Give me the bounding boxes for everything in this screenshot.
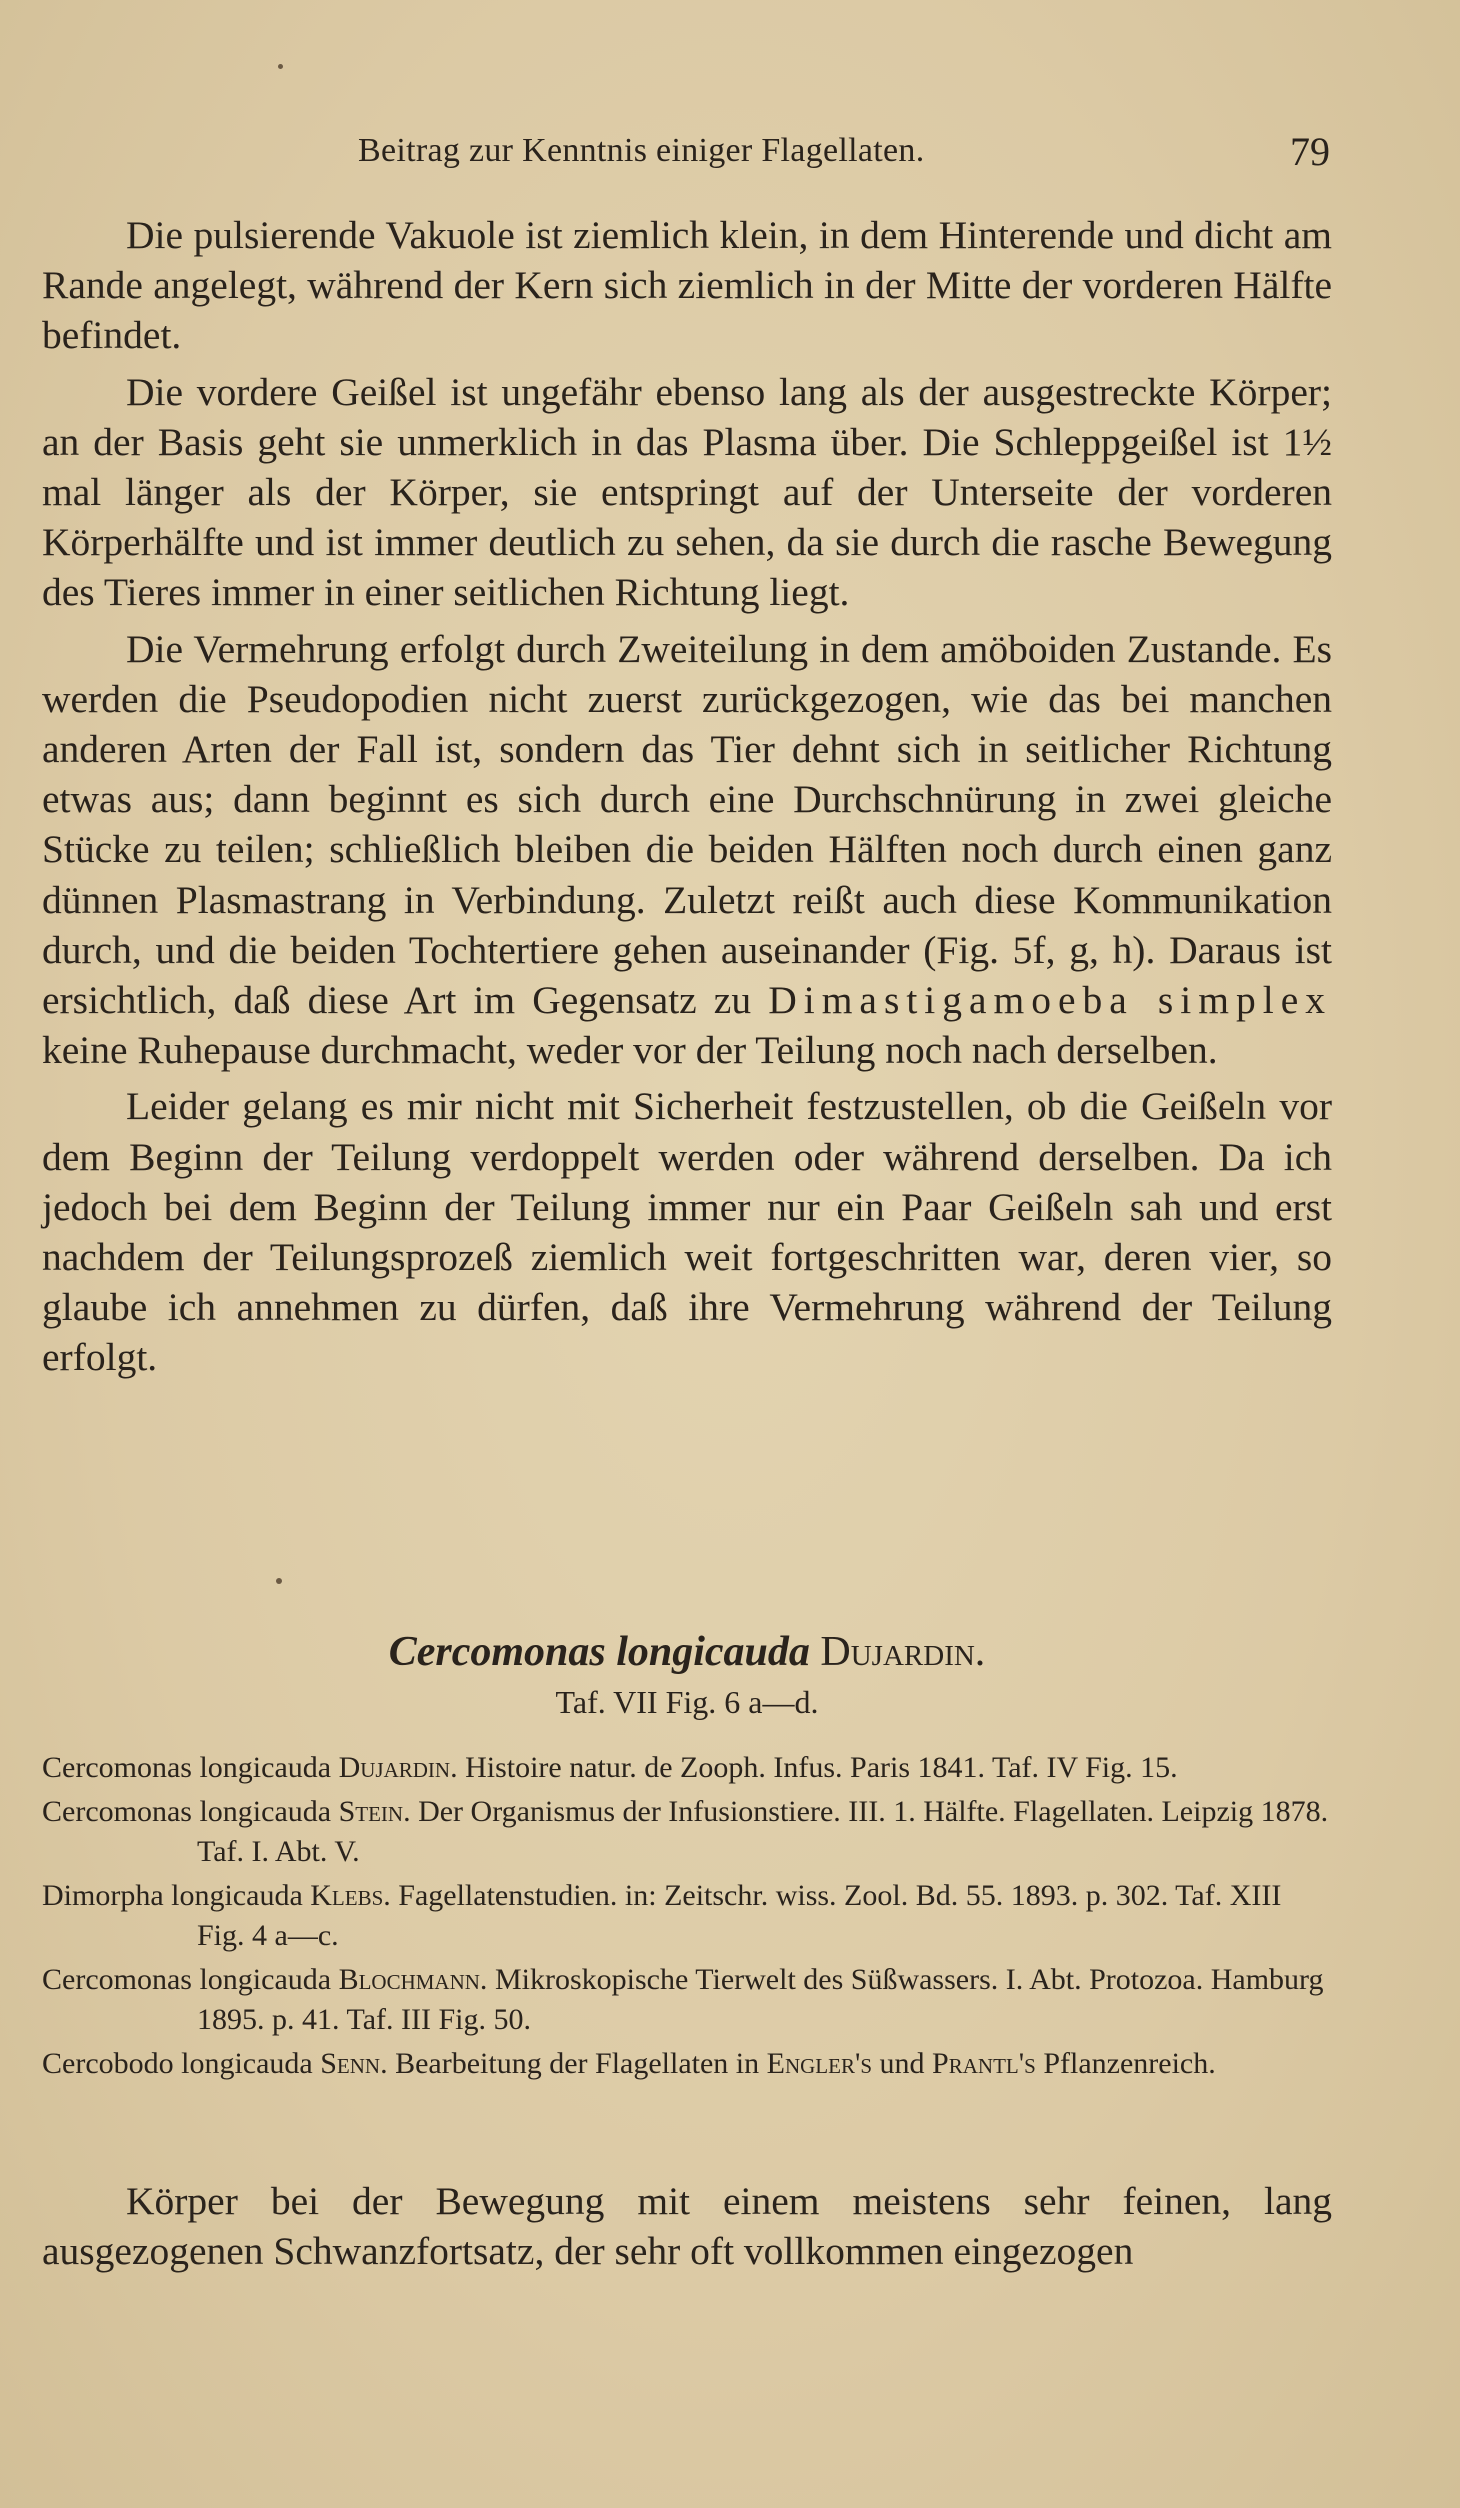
synonym-entry — [42, 1876, 1332, 1957]
paragraph: Körper bei der Bewegung mit einem meistens sehr feinen, lang ausgezogenen Schwanzfortsatz, der sehr oft vollkommen eingezogen — [42, 2179, 1332, 2274]
section-heading — [42, 1628, 1332, 1676]
plate-reference: Taf. VII Fig. 6 a—d. — [555, 1684, 819, 1720]
synonym-entry — [42, 1748, 1332, 1789]
dust-speck — [278, 64, 283, 69]
synonym-citation: Histoire natur. de Zooph. Infus. Paris 1841. Taf. IV Fig. 15. — [465, 1751, 1178, 1784]
synonymy-list — [42, 1748, 1332, 2084]
synonym-citation: Bearbeitung der Flagellaten in — [395, 2046, 760, 2080]
synonym-author: Engler's — [766, 2046, 873, 2080]
paragraph — [42, 624, 1332, 1076]
species-author: Dujardin. — [820, 1629, 986, 1675]
paragraph: Leider gelang es mir nicht mit Sicherheit festzustellen, ob die Geißeln vor dem Beginn der Teilung verdoppelt werden oder während derselben. Da ich jedoch bei dem Beginn der Teilung immer nur ein Paar Geißeln sah und erst nachdem der Teilungsprozeß ziemlich weit fortgeschritten war, deren vier, so glaube ich annehmen zu dürfen, daß ihre Vermehrung während der Teilung erfolgt. — [42, 1084, 1332, 1380]
paragraph-text: keine Ruhepause durchmacht, weder vor der Teilung noch nach derselben. — [42, 1028, 1218, 1073]
synonym-author: Stein. — [338, 1794, 411, 1828]
synonym-citation: Fagellatenstudien. in: Zeitschr. wiss. Zool. Bd. 55. 1893. p. 302. Taf. XIII Fig. 4 a—c. — [197, 1878, 1282, 1952]
species-name-spaced: Dimastigamoeba simplex — [768, 978, 1333, 1023]
page-number: 79 — [1290, 129, 1330, 174]
running-title: Beitrag zur Kenntnis einiger Flagellaten. — [358, 132, 925, 169]
synonym-name: Cercomonas longicauda — [42, 1962, 332, 1996]
main-text — [42, 210, 1332, 1383]
synonym-author: Senn. — [320, 2046, 388, 2080]
synonym-entry — [42, 1960, 1332, 2041]
synonym-author: Klebs. — [310, 1878, 391, 1912]
paragraph: Die pulsierende Vakuole ist ziemlich klein, in dem Hinterende und dicht am Rande angelegt, während der Kern sich ziemlich in der Mitte der vorderen Hälfte befindet. — [42, 213, 1332, 358]
synonym-citation: Mikroskopische Tierwelt des Süßwassers. I. Abt. Protozoa. Hamburg 1895. p. 41. Taf. III Fig. 50. — [197, 1962, 1324, 2036]
main-text-continued — [42, 2176, 1332, 2276]
synonym-author: Dujardin. — [338, 1751, 458, 1784]
synonym-entry — [42, 2044, 1332, 2085]
species-heading: Cercomonas longicauda — [388, 1629, 810, 1675]
paragraph: Die vordere Geißel ist ungefähr ebenso lang als der ausgestreckte Körper; an der Basis geht sie unmerklich in das Plasma über. Die Schleppgeißel ist 1½ mal länger als der Körper, sie entspringt auf der Unterseite der vorderen Körperhälfte und ist immer deutlich zu sehen, da sie durch die rasche Bewegung des Tieres immer in einer seitlichen Richtung liegt. — [42, 369, 1332, 615]
paragraph-text: Die Vermehrung erfolgt durch Zweiteilung in dem amöboiden Zustande. Es werden die Pseudopodien nicht zuerst zurückgezogen, wie das bei manchen anderen Arten der Fall ist, sondern das Tier dehnt sich in seitlicher Richtung etwas aus; dann beginnt es sich durch eine Durchschnürung in zwei gleiche Stücke zu teilen; schließlich bleiben die beiden Hälften noch durch einen ganz dünnen Plasmastrang in Verbindung. Zuletzt reißt auch diese Kommunikation durch, und die beiden Tochtertiere gehen auseinander (Fig. 5f, g, h). Daraus ist ersichtlich, daß diese Art im Gegensatz zu — [42, 626, 1332, 1023]
synonym-name: Cercobodo longicauda — [42, 2046, 313, 2080]
synonym-name: Dimorpha longicauda — [42, 1878, 303, 1912]
synonym-citation: Pflanzenreich. — [1043, 2046, 1216, 2080]
dust-speck — [276, 1578, 282, 1584]
synonym-name: Cercomonas longicauda — [42, 1794, 332, 1828]
synonym-author: Blochmann. — [338, 1962, 488, 1996]
synonym-entry — [42, 1792, 1332, 1873]
synonym-citation: und — [879, 2046, 925, 2080]
synonym-author: Prantl's — [932, 2046, 1036, 2080]
synonym-citation: Der Organismus der Infusionstiere. III. 1. Hälfte. Flagellaten. Leipzig 1878. Taf. I. Abt. V. — [197, 1794, 1329, 1868]
synonym-name: Cercomonas longicauda — [42, 1751, 332, 1784]
